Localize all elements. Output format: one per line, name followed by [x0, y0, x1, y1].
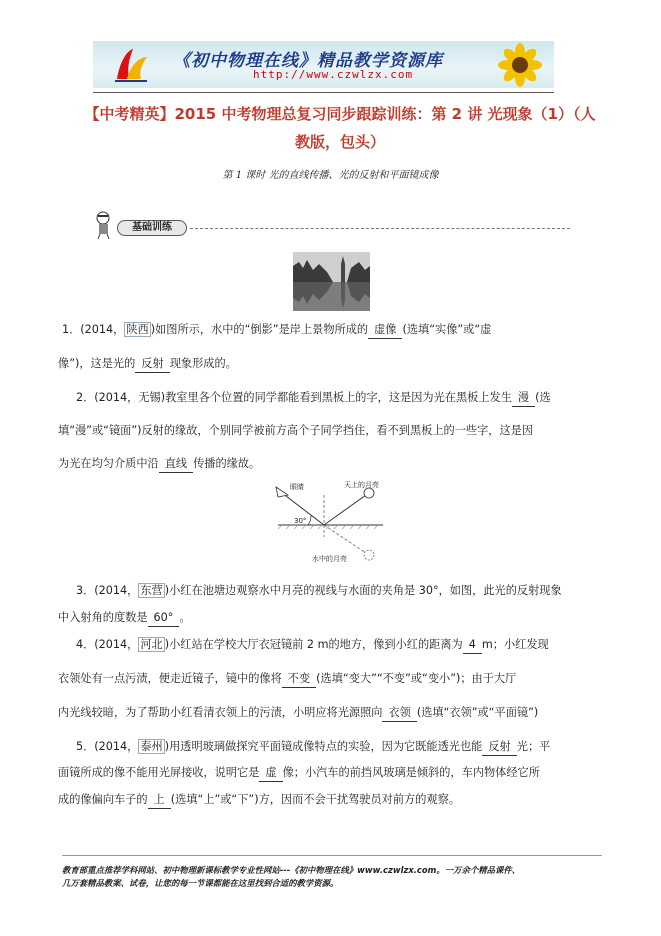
angle-label: 30° — [294, 517, 307, 525]
q4-text: )小红站在学校大厅衣冠镜前 2 m的地方，像到小红的距离为 — [164, 638, 463, 651]
q1-line1 — [62, 322, 491, 339]
q5-text: )用透明玻璃做探究平面镜成像特点的实验，因为它既能透光也能 — [164, 740, 483, 753]
sky-moon-label: 天上的月亮 — [344, 481, 379, 489]
q5-text: 像；小汽车的前挡风玻璃是倾斜的，车内物体经它所 — [282, 766, 540, 779]
site-logo-icon — [111, 45, 151, 85]
q1-answer-1: 虚像 — [368, 322, 402, 339]
q5-region: 泰州 — [140, 740, 163, 753]
water-moon-label: 水中的月亮 — [312, 555, 347, 563]
q4-text: (选填“衣领”或“平面镜”) — [416, 706, 539, 719]
doc-title-line1: 【中考精英】2015 中考物理总复习同步跟踪训练：第 2 讲 光现象（1）（人 — [84, 105, 596, 123]
q3-line2 — [58, 610, 191, 627]
q5-line3 — [58, 792, 460, 809]
sunflower-icon — [490, 43, 550, 87]
q4-text: 4．(2014， — [76, 638, 139, 651]
footer-line1: 教育部重点推荐学科网站、初中物理新课标教学专业性网站---《初中物理在线》www.czwlzx.com。一万余个精品课件、 — [62, 865, 521, 875]
footer-line2: 几万套精品教案、试卷，让您的每一节课都能在这里找到合适的教学资源。 — [62, 878, 339, 888]
q2-line3 — [58, 456, 260, 473]
q2-text: (选 — [535, 391, 551, 404]
header-rule — [93, 92, 554, 93]
q1-line2 — [58, 356, 237, 373]
doc-title-line2: 教版，包头） — [294, 133, 385, 151]
q5-text: 5．(2014， — [76, 740, 139, 753]
q4-answer-3: 衣领 — [382, 705, 416, 722]
student-mascot-icon — [92, 210, 116, 240]
q1-answer-2: 反射 — [135, 356, 169, 373]
reflection-photo — [293, 252, 370, 311]
q2-answer-2: 直线 — [159, 456, 193, 473]
moon-reflection-diagram — [268, 475, 398, 575]
q4-line3 — [58, 705, 538, 722]
q1-text: 现象形成的。 — [169, 357, 237, 370]
q2-line2: 填“漫”或“镜面”)反射的缘故，个别同学被前方高个子同学挡住，看不到黑板上的一些字，这是因 — [58, 424, 534, 437]
q1-text: )如图所示，水中的“倒影”是岸上景物所成的 — [150, 323, 369, 336]
q4-line2 — [58, 671, 516, 688]
eye-label: 眼睛 — [290, 483, 304, 491]
q3-region: 东营 — [140, 584, 163, 597]
footer-rule — [62, 855, 602, 856]
q2-text: 传播的缘故。 — [193, 457, 261, 470]
q5-text: 面镜所成的像不能用光屏接收，说明它是 — [58, 766, 260, 779]
q4-answer-2: 不变 — [282, 671, 316, 688]
q5-text: (选填“上”或“下”)方，因而不会干扰驾驶员对前方的观察。 — [170, 793, 460, 806]
q4-line1 — [76, 637, 549, 654]
q1-region: 陕西 — [126, 323, 149, 336]
q4-text: (选填“变大”“不变”或“变小”)；由于大厅 — [316, 672, 517, 685]
q4-text: 衣领处有一点污渍，便走近镜子，镜中的像将 — [58, 672, 282, 685]
q4-text: 内光线较暗，为了帮助小红看清衣领上的污渍，小明应将光源照向 — [58, 706, 383, 719]
q4-text: m；小红发现 — [481, 638, 549, 651]
q3-text: 。 — [179, 611, 191, 624]
q1-text: 1．(2014， — [62, 323, 125, 336]
q1-text: (选填“实像”或“虚 — [402, 323, 492, 336]
banner-title: 《初中物理在线》精品教学资源库 — [173, 51, 443, 71]
q3-line1 — [76, 583, 562, 599]
q5-answer-2: 虚 — [259, 765, 282, 782]
section-divider — [190, 228, 570, 229]
lesson-subtitle: 第 1 课时 光的直线传播、光的反射和平面镜成像 — [222, 170, 439, 181]
q2-line1 — [76, 390, 551, 407]
q4-answer-1: 4 — [463, 637, 482, 654]
q3-text: 3．(2014， — [76, 584, 139, 597]
q2-text: 为光在均匀介质中沿 — [58, 457, 159, 470]
q3-text: 中入射角的度数是 — [58, 611, 148, 624]
q5-text: 光；平 — [516, 740, 551, 753]
q1-text: 像”)，这是光的 — [58, 357, 136, 370]
q2-text: 2．(2014，无锡)教室里各个位置的同学都能看到黑板上的字，这是因为光在黑板上发生 — [76, 391, 512, 404]
q4-region: 河北 — [140, 638, 163, 651]
q3-text: )小红在池塘边观察水中月亮的视线与水面的夹角是 30°，如图，此光的反射现象 — [164, 584, 562, 597]
q5-line1 — [76, 739, 550, 756]
q5-line2 — [58, 765, 540, 782]
q5-text: 成的像偏向车子的 — [58, 793, 148, 806]
site-banner — [93, 41, 554, 88]
section-label: 基础训练 — [117, 220, 187, 236]
banner-url[interactable]: http://www.czwlzx.com — [253, 68, 414, 81]
q5-answer-3: 上 — [148, 792, 171, 809]
q5-answer-1: 反射 — [482, 739, 516, 756]
q3-answer-1: 60° — [148, 610, 180, 627]
q2-answer-1: 漫 — [512, 390, 535, 407]
